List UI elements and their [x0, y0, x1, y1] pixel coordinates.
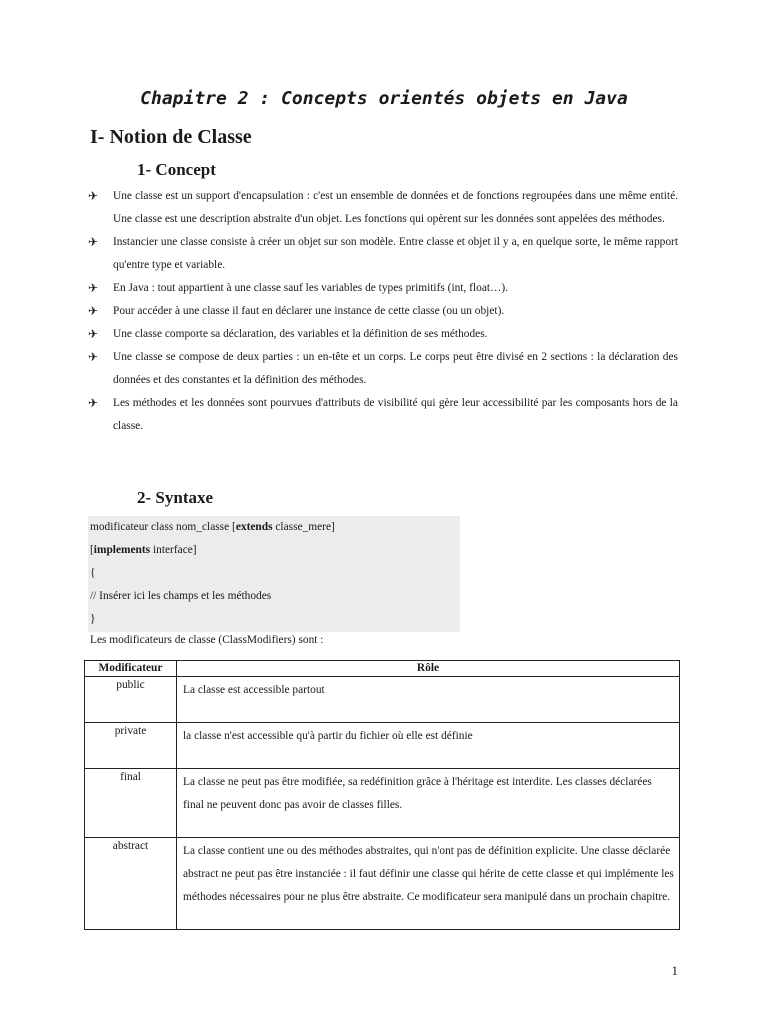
code-text: modificateur class nom_classe [ — [90, 521, 236, 533]
role-cell: La classe contient une ou des méthodes abstraites, qui n'ont pas de définition explicite. Une classe déclarée abstract ne peut pas être instanciée : il faut définir une classe qui hérite de cette classe et qui implémente les méthodes nécessaires pour ne plus être abstraite. Ce modificateur sera manipulé dans un prochain chapitre. — [177, 838, 680, 930]
code-keyword: implements — [93, 544, 151, 556]
modifier-cell: private — [85, 723, 177, 769]
table-row — [85, 723, 680, 769]
syntax-code-block — [88, 516, 460, 632]
code-line — [90, 539, 460, 562]
column-header-role: Rôle — [177, 661, 680, 677]
bullet-item — [88, 346, 678, 392]
page-number: 1 — [671, 963, 678, 978]
bullet-item — [88, 392, 678, 438]
role-cell: La classe est accessible partout — [177, 677, 680, 723]
bullet-item — [88, 300, 678, 323]
airplane-arrow-icon: ✈ — [88, 396, 99, 410]
airplane-arrow-icon: ✈ — [88, 327, 99, 341]
chapter-title: Chapitre 2 : Concepts orientés objets en Java — [140, 88, 628, 109]
bullet-text: Une classe comporte sa déclaration, des variables et la définition de ses méthodes. — [113, 328, 488, 340]
table-row — [85, 677, 680, 723]
code-line: } — [90, 613, 96, 625]
role-cell: la classe n'est accessible qu'à partir du fichier où elle est définie — [177, 723, 680, 769]
airplane-arrow-icon: ✈ — [88, 304, 99, 318]
airplane-arrow-icon: ✈ — [88, 189, 99, 203]
role-cell: La classe ne peut pas être modifiée, sa redéfinition grâce à l'héritage est interdite. Les classes déclarées final ne peuvent donc pas avoir de classes filles. — [177, 769, 680, 838]
bullet-text: Une classe se compose de deux parties : un en-tête et un corps. Le corps peut être divisé en 2 sections : la déclaration des données et des constantes et la définition des méthodes. — [113, 351, 678, 386]
modifier-cell: public — [85, 677, 177, 723]
column-header-modifier: Modificateur — [85, 661, 177, 677]
table-row — [85, 838, 680, 930]
modifier-cell: final — [85, 769, 177, 838]
airplane-arrow-icon: ✈ — [88, 350, 99, 364]
bullet-text: En Java : tout appartient à une classe sauf les variables de types primitifs (int, float…). — [113, 282, 509, 294]
modifiers-table — [84, 660, 680, 930]
bullet-text: Une classe est un support d'encapsulation : c'est un ensemble de données et de fonctions regroupées dans une même entité. Une classe est une description abstraite d'un objet. Les fonctions qui opèrent sur les données sont appelées des méthodes. — [113, 190, 678, 225]
code-line: { — [90, 567, 96, 579]
code-keyword: extends — [235, 521, 273, 533]
subsection-title-concept: 1- Concept — [137, 160, 216, 179]
code-line — [90, 516, 460, 539]
table-header-row — [85, 661, 680, 677]
code-text: [ — [90, 544, 94, 556]
table-row — [85, 769, 680, 838]
bullet-text: Pour accéder à une classe il faut en déclarer une instance de cette classe (ou un objet). — [113, 305, 505, 317]
bullet-item — [88, 185, 678, 231]
section-title: I- Notion de Classe — [90, 126, 252, 148]
airplane-arrow-icon: ✈ — [88, 235, 99, 249]
bullet-item — [88, 231, 678, 277]
airplane-arrow-icon: ✈ — [88, 281, 99, 295]
code-line: // Insérer ici les champs et les méthodes — [90, 590, 272, 602]
bullet-item — [88, 323, 678, 346]
bullet-item — [88, 277, 678, 300]
bullet-text: Instancier une classe consiste à créer un objet sur son modèle. Entre classe et objet il y a, en quelque sorte, le même rapport qu'entre type et variable. — [113, 236, 678, 271]
modifiers-intro: Les modificateurs de classe (ClassModifiers) sont : — [90, 634, 324, 646]
code-text: interface] — [150, 544, 197, 556]
concept-bullet-list — [88, 185, 678, 438]
subsection-title-syntax: 2- Syntaxe — [137, 488, 214, 507]
code-text: classe_mere] — [272, 521, 335, 533]
modifier-cell: abstract — [85, 838, 177, 930]
bullet-text: Les méthodes et les données sont pourvues d'attributs de visibilité qui gère leur accessibilité par les composants hors de la classe. — [113, 397, 678, 432]
